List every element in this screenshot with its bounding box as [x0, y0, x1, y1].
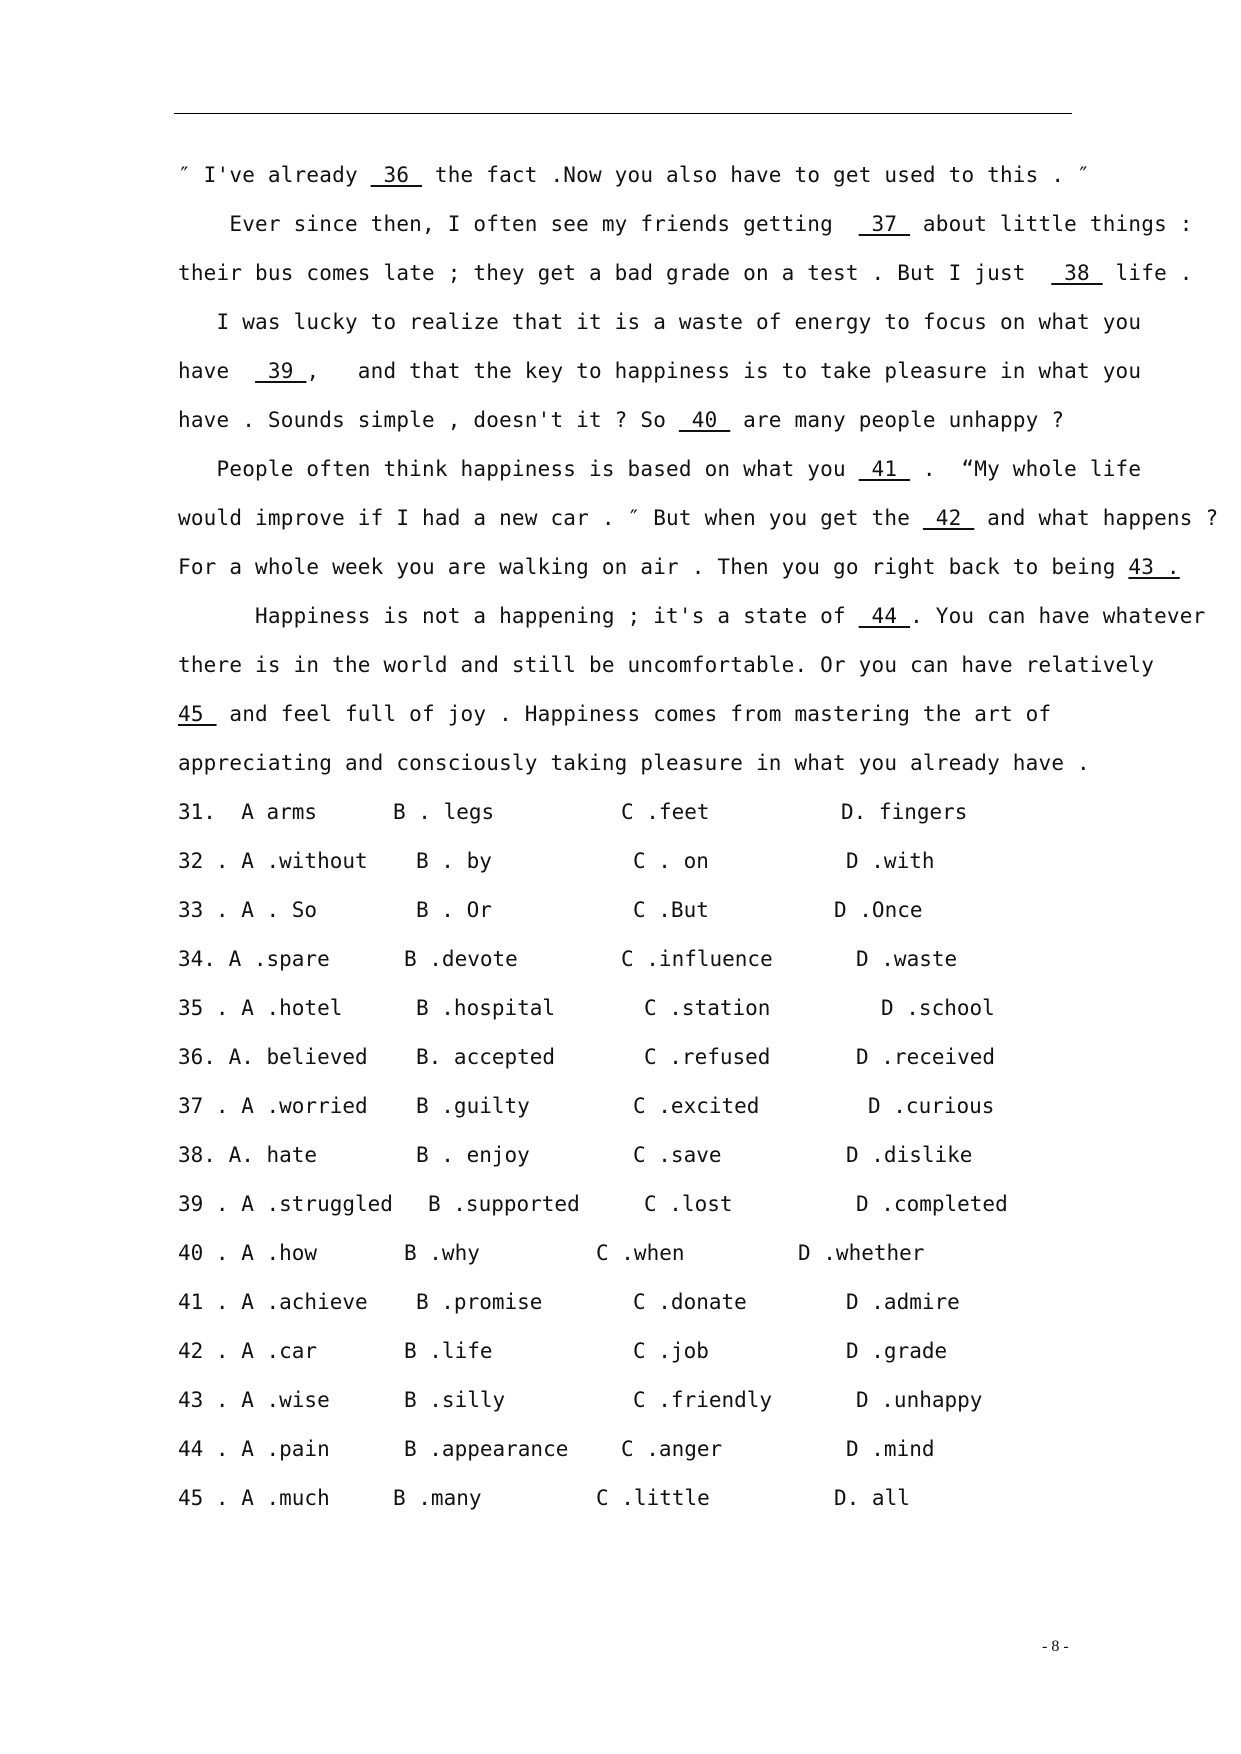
question-option-d: D .received [856, 1045, 996, 1069]
question-row [178, 1042, 1078, 1072]
question-option-c: C .station [644, 996, 771, 1020]
passage-line [178, 160, 1090, 190]
passage-text: ″ I've already [178, 163, 371, 187]
answer-blank: 39 [255, 359, 307, 383]
question-option-d: D. fingers [841, 800, 968, 824]
passage-line [178, 454, 1142, 484]
question-option-a: 36. A. believed [178, 1045, 368, 1069]
passage-line [178, 699, 1078, 729]
question-option-a: 41 . A .achieve [178, 1290, 368, 1314]
question-option-a: 34. A .spare [178, 947, 330, 971]
question-option-d: D .curious [868, 1094, 995, 1118]
passage-text: have . Sounds simple , doesn't it ? So [178, 408, 679, 432]
question-row [178, 797, 1078, 827]
question-option-c: C .donate [633, 1290, 747, 1314]
question-row [178, 1140, 1078, 1170]
question-option-d: D .grade [846, 1339, 948, 1363]
question-option-d: D .mind [846, 1437, 935, 1461]
question-option-b: B . Or [416, 898, 492, 922]
question-option-b: B .silly [404, 1388, 506, 1412]
passage-line [178, 552, 1180, 582]
question-option-c: C .friendly [633, 1388, 773, 1412]
question-option-c: C .little [596, 1486, 710, 1510]
question-option-a: 31. A arms [178, 800, 318, 824]
passage-text: . “My whole life [910, 457, 1142, 481]
passage-text: are many people unhappy ? [730, 408, 1065, 432]
passage-text: For a whole week you are walking on air . Then you go right back to being [178, 555, 1129, 579]
question-option-d: D .unhappy [856, 1388, 983, 1412]
question-row [178, 846, 1078, 876]
answer-blank: 37 [858, 212, 911, 236]
passage-text: would improve if I had a new car . ″ But when you get the [178, 506, 923, 530]
question-option-a: 43 . A .wise [178, 1388, 330, 1412]
question-option-a: 45 . A .much [178, 1486, 330, 1510]
passage-text: People often think happiness is based on what you [178, 457, 859, 481]
question-option-c: C . on [633, 849, 709, 873]
question-row [178, 1434, 1078, 1464]
question-option-b: B . enjoy [416, 1143, 530, 1167]
question-option-d: D .dislike [846, 1143, 973, 1167]
passage-text: appreciating and consciously taking pleasure in what you already have . [178, 751, 1090, 775]
answer-blank: 42 [922, 506, 975, 530]
question-option-b: B .many [393, 1486, 482, 1510]
question-option-b: B .promise [416, 1290, 543, 1314]
question-option-c: C .anger [621, 1437, 723, 1461]
question-option-d: D .admire [846, 1290, 960, 1314]
passage-line [178, 503, 1219, 533]
question-option-b: B .life [404, 1339, 493, 1363]
question-row [178, 895, 1078, 925]
question-option-a: 35 . A .hotel [178, 996, 343, 1020]
question-option-c: C .But [633, 898, 709, 922]
question-option-c: C .save [633, 1143, 722, 1167]
question-option-a: 32 . A .without [178, 849, 368, 873]
question-option-d: D .waste [856, 947, 958, 971]
answer-blank: 44 [858, 604, 911, 628]
question-option-a: 37 . A .worried [178, 1094, 368, 1118]
question-option-a: 38. A. hate [178, 1143, 318, 1167]
question-option-d: D .completed [856, 1192, 1008, 1216]
question-option-a: 44 . A .pain [178, 1437, 330, 1461]
question-option-b: B .guilty [416, 1094, 530, 1118]
passage-line [178, 209, 1193, 239]
passage-text: , and that the key to happiness is to take pleasure in what you [306, 359, 1142, 383]
question-row [178, 944, 1078, 974]
question-option-c: C .influence [621, 947, 773, 971]
question-option-d: D .whether [798, 1241, 925, 1265]
question-option-c: C .feet [621, 800, 710, 824]
question-option-c: C .job [633, 1339, 709, 1363]
question-row [178, 1238, 1078, 1268]
passage-line [178, 650, 1155, 680]
question-option-a: 33 . A . So [178, 898, 318, 922]
question-option-b: B . legs [393, 800, 495, 824]
passage-text: Ever since then, I often see my friends getting [178, 212, 859, 236]
passage-line [178, 307, 1142, 337]
question-option-a: 40 . A .how [178, 1241, 318, 1265]
passage-text: and what happens ? [974, 506, 1219, 530]
question-option-c: C .when [596, 1241, 685, 1265]
answer-blank: 45 [178, 702, 217, 726]
question-row [178, 1483, 1078, 1513]
passage-text: and feel full of joy . Happiness comes from mastering the art of [216, 702, 1052, 726]
passage-line [178, 356, 1142, 386]
answer-blank: 36 [370, 163, 423, 187]
page-number: - 8 - [1042, 1638, 1069, 1655]
question-option-b: B .supported [428, 1192, 580, 1216]
question-row [178, 993, 1078, 1023]
question-row [178, 1385, 1078, 1415]
passage-text: the fact .Now you also have to get used to this . ″ [422, 163, 1090, 187]
question-option-d: D .with [846, 849, 935, 873]
question-option-b: B . by [416, 849, 492, 873]
answer-blank: 40 [678, 408, 731, 432]
question-option-d: D .Once [834, 898, 923, 922]
question-option-a: 39 . A .struggled [178, 1192, 393, 1216]
answer-blank: 43 . [1128, 555, 1180, 579]
passage-text: life . [1102, 261, 1193, 285]
passage-text: there is in the world and still be uncomfortable. Or you can have relatively [178, 653, 1155, 677]
passage-line [178, 258, 1193, 288]
question-option-b: B .why [404, 1241, 480, 1265]
question-option-b: B .appearance [404, 1437, 569, 1461]
passage-text: Happiness is not a happening ; it's a state of [178, 604, 859, 628]
answer-blank: 41 [858, 457, 911, 481]
question-option-b: B .devote [404, 947, 518, 971]
passage-text: I was lucky to realize that it is a waste of energy to focus on what you [178, 310, 1142, 334]
question-row [178, 1336, 1078, 1366]
question-option-a: 42 . A .car [178, 1339, 318, 1363]
question-option-c: C .refused [644, 1045, 771, 1069]
question-option-d: D. all [834, 1486, 910, 1510]
question-row [178, 1189, 1078, 1219]
passage-text: their bus comes late ; they get a bad grade on a test . But I just [178, 261, 1052, 285]
passage-line [178, 601, 1206, 631]
question-option-b: B. accepted [416, 1045, 556, 1069]
passage-text: about little things : [910, 212, 1193, 236]
question-option-c: C .lost [644, 1192, 733, 1216]
question-option-b: B .hospital [416, 996, 556, 1020]
answer-blank: 38 [1051, 261, 1103, 285]
header-rule [174, 113, 1072, 114]
question-row [178, 1091, 1078, 1121]
question-option-d: D .school [881, 996, 995, 1020]
passage-text: . You can have whatever [910, 604, 1206, 628]
question-option-c: C .excited [633, 1094, 760, 1118]
passage-text: have [178, 359, 256, 383]
passage-line [178, 748, 1090, 778]
passage-line [178, 405, 1078, 435]
question-row [178, 1287, 1078, 1317]
